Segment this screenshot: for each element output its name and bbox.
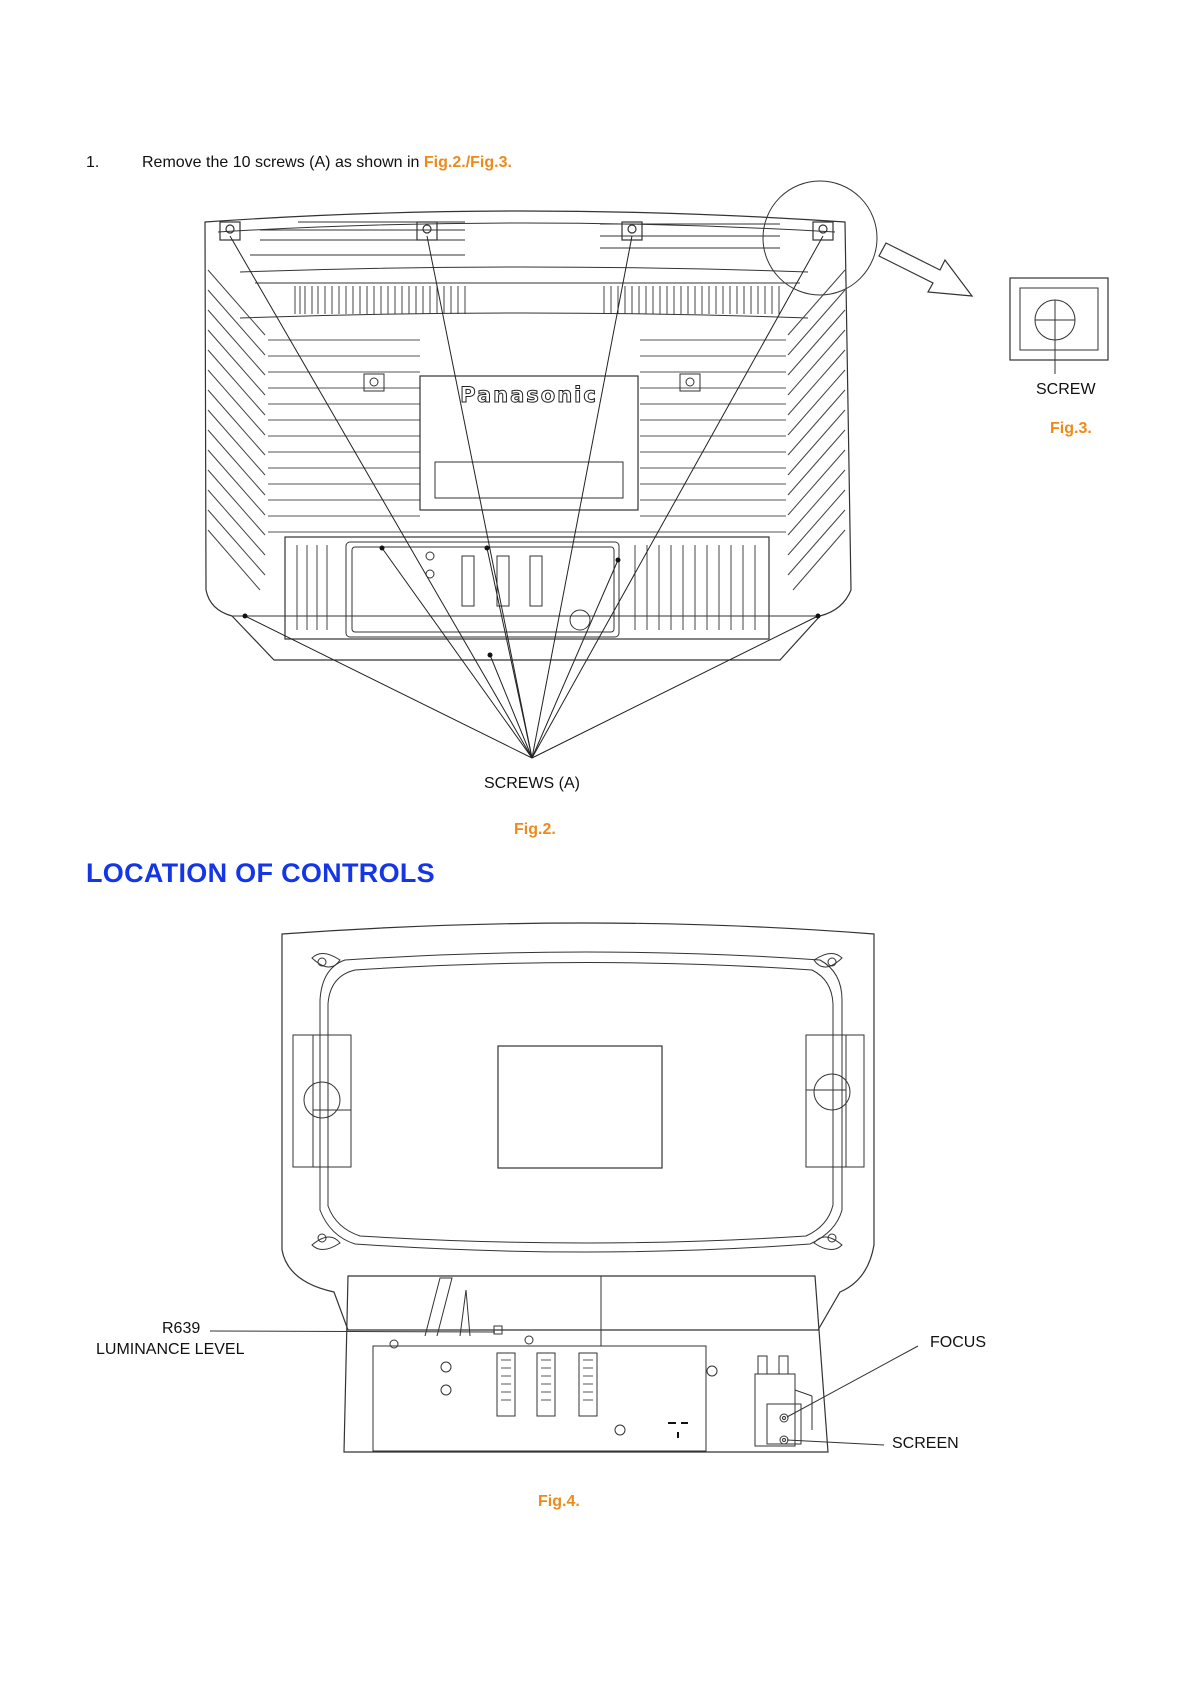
figure-3-caption: Fig.3. <box>1050 420 1092 437</box>
screen-label: SCREEN <box>892 1435 959 1452</box>
luminance-level-label: LUMINANCE LEVEL <box>96 1341 245 1358</box>
panasonic-logo: Panasonic <box>460 383 598 407</box>
focus-label: FOCUS <box>930 1334 986 1351</box>
r639-label: R639 <box>162 1320 201 1337</box>
screws-a-label: SCREWS (A) <box>484 775 580 792</box>
figure-reference-link[interactable]: Fig.2./Fig.3. <box>423 154 512 171</box>
step-number: 1. <box>86 154 100 171</box>
section-title: LOCATION OF CONTROLS <box>86 858 435 888</box>
figure-4-caption: Fig.4. <box>538 1493 580 1510</box>
figure-2-caption: Fig.2. <box>514 821 556 838</box>
screw-label: SCREW <box>1036 381 1096 398</box>
step-instruction: Remove the 10 screws (A) as shown in <box>142 154 420 171</box>
